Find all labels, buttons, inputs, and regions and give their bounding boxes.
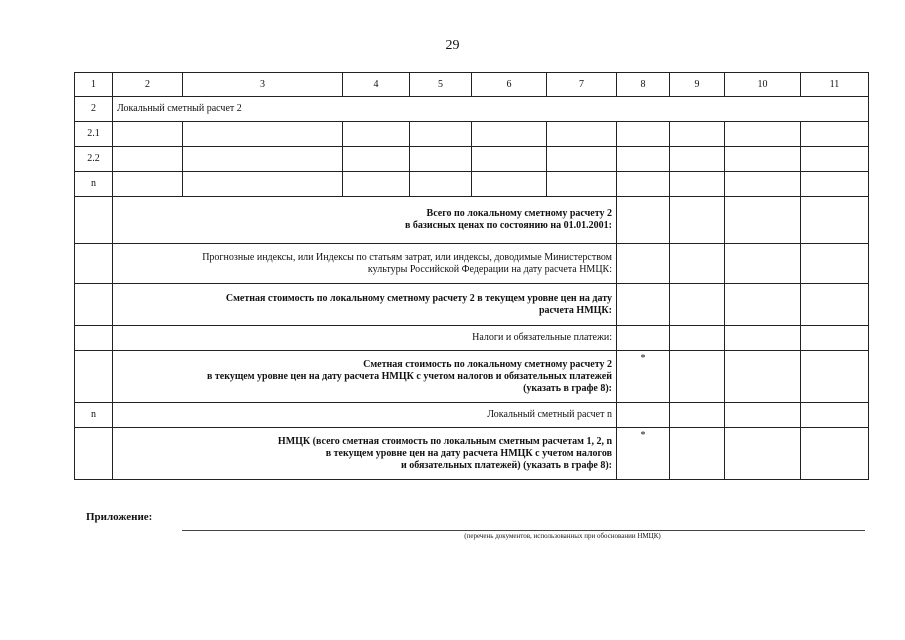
header-cell: 9 (670, 73, 725, 97)
indices-label: Прогнозные индексы, или Индексы по статьям затрат, или индексы, доводимые Министерством культуры Российской Федерации на дату расчета НМЦК: (113, 244, 617, 284)
header-cell: 7 (547, 73, 617, 97)
item-row (75, 172, 869, 197)
cost-with-taxes-label: Сметная стоимость по локальному сметному расчету 2 в текущем уровне цен на дату расчета НМЦК с учетом налогов и обязательных платежей (указать в графе 8): (113, 351, 617, 403)
item-number: n (75, 172, 113, 197)
graph-8-marker: * (617, 351, 670, 403)
section-n-number: n (75, 403, 113, 428)
appendix-caption: (перечень документов, использованных при обосновании НМЦК) (464, 532, 661, 540)
total-base-row (75, 197, 869, 244)
item-number: 2.1 (75, 122, 113, 147)
section-title: Локальный сметный расчет 2 (113, 97, 869, 122)
header-cell: 10 (725, 73, 801, 97)
section-n-title: Локальный сметный расчет n (113, 403, 617, 428)
nmck-row (75, 428, 869, 480)
header-cell: 8 (617, 73, 670, 97)
page-number: 29 (445, 38, 460, 53)
nmck-label: НМЦК (всего сметная стоимость по локальным сметным расчетам 1, 2, n в текущем уровне цен на дату расчета НМЦК с учетом налогов и обязательных платежей) (указать в графе 8): (113, 428, 617, 480)
header-row (75, 73, 869, 97)
item-row (75, 147, 869, 172)
appendix-label: Приложение: (86, 511, 153, 523)
section-number: 2 (75, 97, 113, 122)
header-cell: 2 (113, 73, 183, 97)
indices-row (75, 244, 869, 284)
section-n-row (75, 403, 869, 428)
current-cost-label: Сметная стоимость по локальному сметному расчету 2 в текущем уровне цен на дату расчета НМЦК: (113, 284, 617, 326)
section-row (75, 97, 869, 122)
header-cell: 1 (75, 73, 113, 97)
header-cell: 3 (183, 73, 343, 97)
graph-8-marker: * (617, 428, 670, 480)
header-cell: 6 (472, 73, 547, 97)
header-cell: 4 (343, 73, 410, 97)
header-cell: 11 (801, 73, 869, 97)
item-row (75, 122, 869, 147)
cost-with-taxes-row (75, 351, 869, 403)
appendix-fill-line (182, 530, 865, 531)
total-base-label: Всего по локальному сметному расчету 2 в базисных ценах по состоянию на 01.01.2001: (113, 197, 617, 244)
current-cost-row (75, 284, 869, 326)
estimate-table (74, 72, 869, 480)
item-number: 2.2 (75, 147, 113, 172)
taxes-row (75, 326, 869, 351)
header-cell: 5 (410, 73, 472, 97)
taxes-label: Налоги и обязательные платежи: (113, 326, 617, 351)
